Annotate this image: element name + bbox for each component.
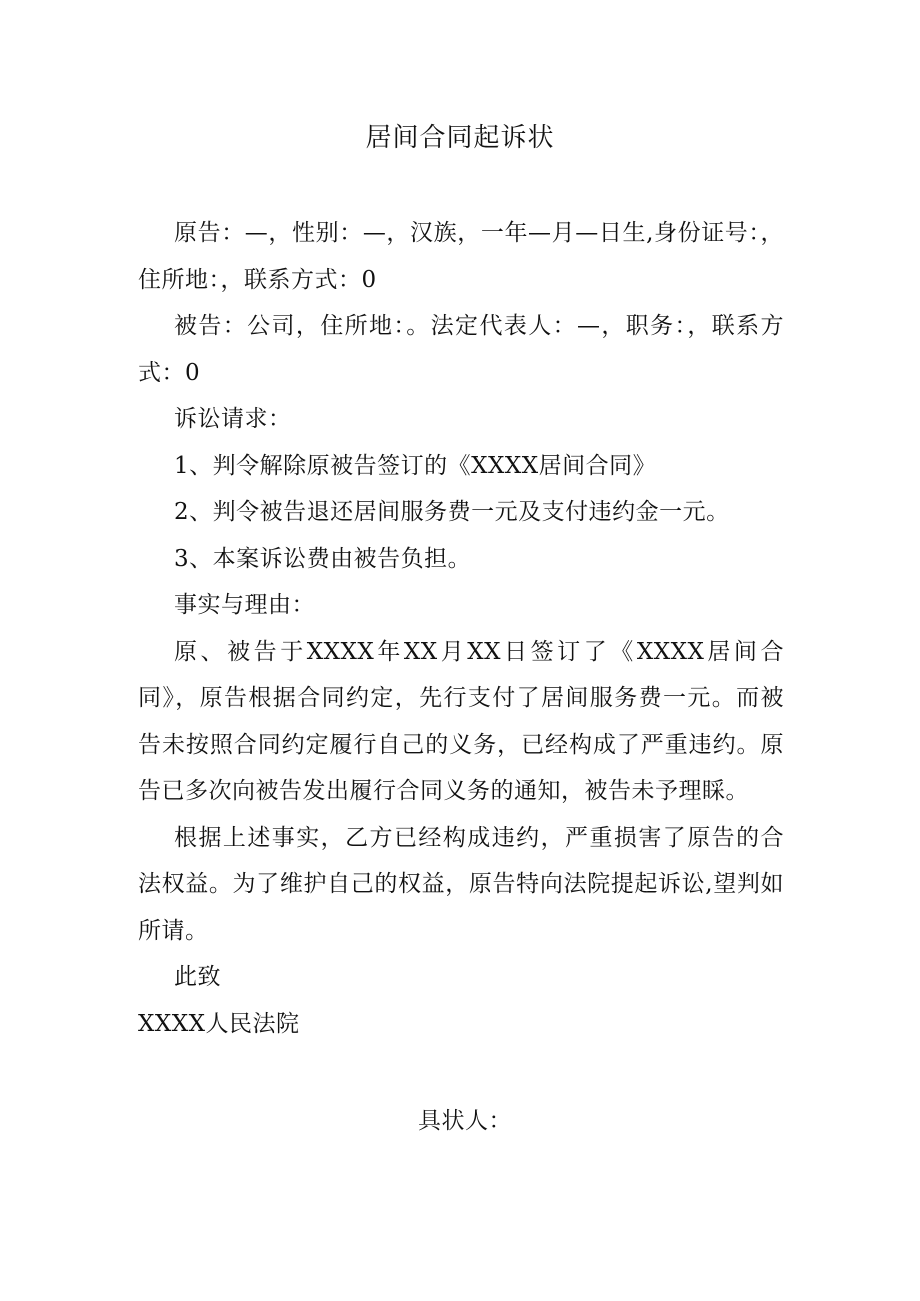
plaintiff-paragraph: 原告：—，性别：—，汉族，一年—月—日生,身份证号：，住所地：，联系方式：0 (138, 220, 784, 293)
claims-heading: 诉讼请求： (174, 406, 292, 432)
court-name: XXXX人民法院 (138, 1010, 300, 1037)
document-title: 居间合同起诉状 (365, 123, 555, 153)
claim-item-3: 3、本案诉讼费由被告负担。 (174, 545, 472, 572)
signer-label: 具状人： (418, 1108, 512, 1134)
claim-item-1: 1、判令解除原被告签订的《XXXX居间合同》 (174, 452, 657, 479)
facts-heading: 事实与理由： (174, 592, 315, 618)
facts-paragraph-1: 原、被告于XXXX年XX月XX日签订了《XXXX居间合同》，原告根据合同约定，先行支付了居间服务费一元。而被告未按照合同约定履行自己的义务，已经构成了严重违约。原告已多次向被告发出履行合同义务的通知，被告未予理睬。 (138, 638, 784, 804)
defendant-paragraph: 被告：公司，住所地：。法定代表人：—，职务：，联系方式：0 (138, 313, 784, 386)
document-body (138, 210, 784, 1047)
claim-item-2: 2、判令被告退还居间服务费一元及支付违约金一元。 (174, 499, 730, 525)
facts-paragraph-2: 根据上述事实，乙方已经构成违约，严重损害了原告的合法权益。为了维护自己的权益，原告特向法院提起诉讼,望判如所请。 (138, 824, 784, 944)
closing-salutation: 此致 (174, 964, 221, 990)
